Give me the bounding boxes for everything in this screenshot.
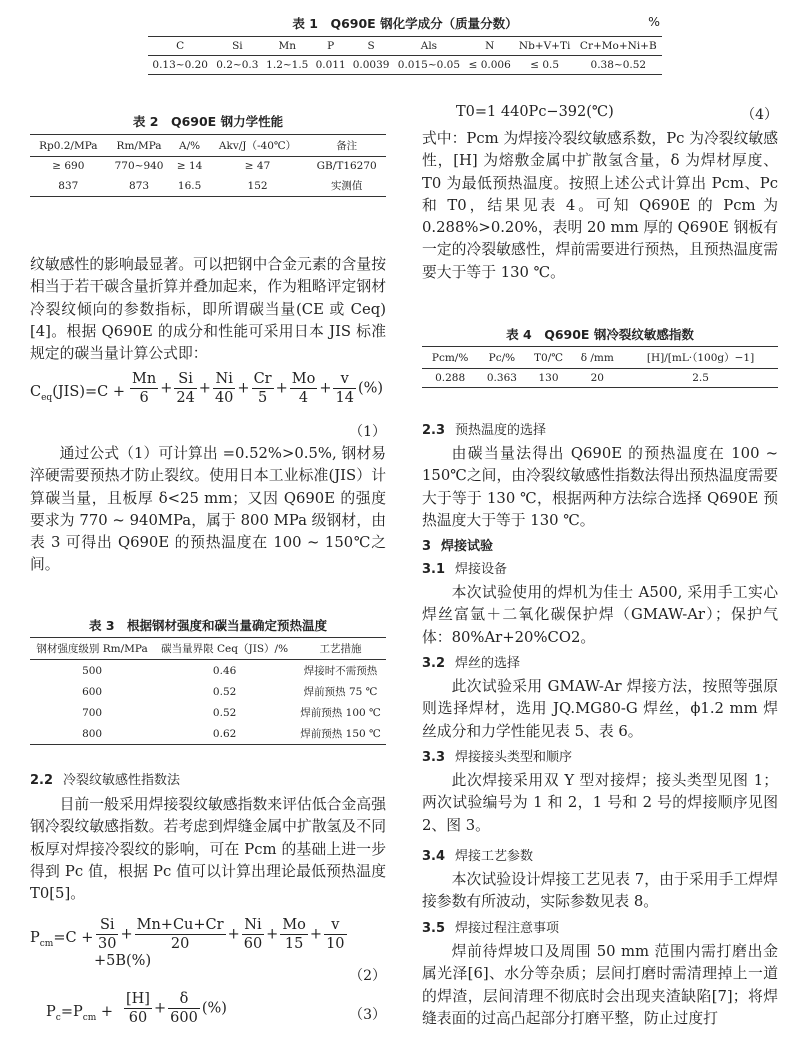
table-cell: 770~940 xyxy=(114,160,164,172)
table3 xyxy=(30,637,386,745)
table-row: 800 0.62 焊前预热 150 ℃ xyxy=(30,723,386,745)
section-3-4-heading xyxy=(422,846,778,868)
table-header: T0/℃ xyxy=(534,351,563,364)
table-header: Pcm/% xyxy=(431,351,469,364)
section-number: 2.2 xyxy=(30,773,54,788)
equation-4 xyxy=(422,104,778,126)
table-header: Nb+V+Ti xyxy=(518,40,571,52)
table-header: Mn xyxy=(278,40,297,52)
paragraph: 此次试验采用 GMAW-Ar 焊接方法，按照等强原则选择焊材，选用 JQ.MG80-G 焊丝，ϕ1.2 mm 焊丝成分和力学性能见表 5、表 6。 xyxy=(422,678,778,740)
equation-number: （4） xyxy=(741,107,778,123)
left-column xyxy=(30,254,386,365)
table-cell: 837 xyxy=(58,179,79,192)
paragraph: 本次试验使用的焊机为佳士 A500, 采用手工实心焊丝富氩＋二氧化碳保护焊（GMAW-Ar）；保护气体：80%Ar+20%CO2。 xyxy=(422,584,778,646)
equation-number: （2） xyxy=(349,968,386,984)
paragraph: 此次焊接采用双 Y 型对接焊；接头类型见图 1；两次试验编号为 1 和 2，1 号和 2 号的焊接顺序见图 2、图 3。 xyxy=(422,772,778,834)
section-number: 3.5 xyxy=(422,921,446,936)
table-cell: 实测值 xyxy=(330,180,363,192)
right-column-5 xyxy=(422,770,778,837)
section-title: 焊接接头类型和顺序 xyxy=(455,750,573,765)
table-cell: ≥ 14 xyxy=(176,160,203,172)
table-row: 0.288 0.363 130 20 2.5 xyxy=(422,369,778,388)
table-cell: 0.38~0.52 xyxy=(590,59,647,71)
table-row: 600 0.52 焊前预热 75 ℃ xyxy=(82,685,378,698)
table-row xyxy=(148,56,662,75)
section-3-heading xyxy=(422,536,778,558)
table-header: S xyxy=(367,40,375,52)
section-3-2-heading xyxy=(422,653,778,675)
section-title: 焊接工艺参数 xyxy=(455,849,534,864)
table-header: N xyxy=(485,40,495,52)
left-column-3 xyxy=(30,794,386,905)
table-cell: 0.13~0.20 xyxy=(152,59,208,71)
paragraph: 通过公式（1）可计算出 =0.52%>0.5%, 钢材易淬硬需要预热才防止裂纹。使用日本工业标准(JIS）计算碳当量，且板厚 δ<25 mm；又因 Q690E 的强度要求为 770 ~ 940MPa，属于 800 MPa 级钢材，由表 3 可得出 Q690E 的预热温度在 100 ~ 150℃之间。 xyxy=(30,445,386,574)
equation-number: （3） xyxy=(349,1007,386,1023)
table-cell: 0.2~0.3 xyxy=(216,59,259,71)
section-number: 3.3 xyxy=(422,750,446,765)
table4 xyxy=(422,346,778,388)
equation-3: $P_c=P_{cm}$ + $\frac{[H]}{60}$ + $\frac{\delta}{600}$ (%) （3） xyxy=(46,991,386,1026)
equation-1: $C_{eq}(JIS)=C$ + $\frac{Mn}{6}$ + $\frac{Si}{24}$ + $\frac{Ni}{40}$ + $\frac{Cr}{5}$ + $\frac{Mo}{4}$ + $\frac{v}{14}$ (%) xyxy=(30,371,384,406)
right-column-4 xyxy=(422,676,778,743)
equation-number: （1） xyxy=(349,424,386,440)
table-row: 500 0.46 焊接时不需预热 xyxy=(82,664,378,677)
section-title: 焊丝的选择 xyxy=(455,656,521,671)
section-number: 3.4 xyxy=(422,849,446,864)
table-cell: GB/T16270 xyxy=(316,160,377,172)
table-header: Rp0.2/MPa xyxy=(39,139,98,152)
table-header: Si xyxy=(232,40,243,52)
section-3-3-heading xyxy=(422,747,778,769)
section-title: 焊接试验 xyxy=(441,539,494,554)
equation-text: T0=1 440Pc−392(℃) xyxy=(456,104,614,120)
table-header: 碳当量界限 Ceq（JIS）/% xyxy=(161,643,289,655)
table1-caption xyxy=(150,14,660,32)
table2-caption: 表 2 Q690E 钢力学性能 xyxy=(132,114,284,129)
equation-2-number-row xyxy=(30,965,386,985)
paragraph: 由碳当量法得出 Q690E 的预热温度在 100 ~ 150℃之间，由冷裂纹敏感性指数法得出预热温度需要大于等于 130 ℃，根据两种方法综合选择 Q690E 预热温度大于等于 130 ℃。 xyxy=(422,445,778,529)
section-3-5-heading xyxy=(422,918,778,940)
table-header: Cr+Mo+Ni+B xyxy=(579,40,657,52)
section-title: 冷裂纹敏感性指数法 xyxy=(63,773,181,788)
table4-caption: 表 4 Q690E 钢冷裂纹敏感指数 xyxy=(506,327,694,342)
paragraph: 本次试验设计焊接工艺见表 7，由于采用手工焊焊接参数有所波动，实际参数见表 8。 xyxy=(422,871,778,911)
table1 xyxy=(148,36,662,75)
right-column-6 xyxy=(422,869,778,914)
table-cell: ≥ 47 xyxy=(244,160,271,172)
table-cell: ≤ 0.006 xyxy=(468,59,511,71)
table-row xyxy=(30,175,386,197)
table-cell: 0.0039 xyxy=(352,59,390,71)
paragraph: 焊前待焊坡口及周围 50 mm 范围内需打磨出金属光泽[6]、水分等杂质；层间打磨时需清理掉上一道的焊渣，层间清理不彻底时会出现夹渣缺陷[7]；将焊缝表面的过高凸起部分打磨平整，防止过度打 xyxy=(422,943,778,1027)
section-title: 焊接过程注意事项 xyxy=(455,921,560,936)
paragraph: 纹敏感性的影响最显著。可以把钢中合金元素的含量按相当于若干碳含量折算并叠加起来，作为粗略评定钢材冷裂纹倾向的参数指标，即所谓碳当量(CE 或 Ceq)[4]。根据 Q690E 的成分和性能可采用日本 JIS 标准规定的碳当量计算公式即： xyxy=(30,256,386,363)
table-header: δ /mm xyxy=(580,351,614,364)
right-column-1 xyxy=(422,128,778,284)
table2 xyxy=(30,134,386,197)
table-cell: 0.011 xyxy=(315,59,346,71)
left-column-2 xyxy=(30,443,386,577)
table1-unit: % xyxy=(648,14,660,29)
section-number: 2.3 xyxy=(422,423,446,438)
equation-2: $P_{cm}=C$ + $\frac{Si}{30}$ + $\frac{Mn+Cu+Cr}{20}$ + $\frac{Ni}{60}$ + $\frac{Mo}{15}$ + $\frac{v}{10}$ +5B(%) xyxy=(30,917,345,969)
table-header: P xyxy=(327,40,335,52)
table-header: 钢材强度级别 Rm/MPa xyxy=(36,643,148,655)
table-row: 700 0.52 焊前预热 100 ℃ xyxy=(82,706,381,719)
section-2-2-heading xyxy=(30,770,386,792)
section-3-1-heading xyxy=(422,559,778,581)
table-header: Akv/J（-40℃） xyxy=(218,140,297,152)
table-header: C xyxy=(176,40,185,52)
table3-caption: 表 3 根据钢材强度和碳当量确定预热温度 xyxy=(88,618,328,633)
table-header: A/% xyxy=(179,139,201,152)
table-cell: 1.2~1.5 xyxy=(266,59,309,71)
section-number: 3 xyxy=(422,539,432,554)
section-number: 3.2 xyxy=(422,656,446,671)
table-cell: ≥ 690 xyxy=(52,160,85,172)
right-column-2 xyxy=(422,443,778,532)
section-title: 焊接设备 xyxy=(455,562,508,577)
table-cell: 0.015~0.05 xyxy=(397,59,461,71)
section-title: 预热温度的选择 xyxy=(455,423,547,438)
table-header: [H]/[mL·（100g）−1] xyxy=(646,352,755,364)
table-row xyxy=(30,157,386,176)
right-column-3 xyxy=(422,582,778,649)
right-column-7 xyxy=(422,941,778,1030)
table-header: 备注 xyxy=(336,140,358,152)
table1-title: 表 1 Q690E 钢化学成分（质量分数） xyxy=(292,16,518,31)
table-cell: ≤ 0.5 xyxy=(530,59,560,71)
table-header: 工艺措施 xyxy=(319,643,362,655)
paragraph: 目前一般采用焊接裂纹敏感指数来评估低合金高强钢冷裂纹敏感指数。若考虑到焊缝金属中扩散氢及不同板厚对焊接冷裂纹的影响，可在 Pcm 的基础上进一步得到 Pc 值，根据 Pc 值可以计算出理论最低预热温度 T0[5]。 xyxy=(30,796,386,903)
table-header: Rm/MPa xyxy=(116,139,162,152)
table-header: Als xyxy=(420,40,438,52)
table-cell: 152 xyxy=(247,179,268,192)
paragraph: 式中：Pcm 为焊接冷裂纹敏感系数，Pc 为冷裂纹敏感性，[H] 为熔敷金属中扩散氢含量，δ 为焊材厚度、T0 为最低预热温度。按照上述公式计算出 Pcm、Pc 和 T0，结果见表 4。可知 Q690E 的 Pcm 为 0.288%>0.20%，表明 20 mm 厚的 Q690E 钢板有一定的冷裂敏感性，焊前需要进行预热，且预热温度需要大于等于 130 ℃。 xyxy=(422,130,778,281)
table-header: Pc/% xyxy=(488,351,516,364)
equation-1-number-row xyxy=(30,421,386,441)
section-number: 3.1 xyxy=(422,562,446,577)
table-cell: 16.5 xyxy=(177,179,202,192)
table-cell: 873 xyxy=(129,179,150,192)
section-2-3-heading xyxy=(422,420,778,442)
